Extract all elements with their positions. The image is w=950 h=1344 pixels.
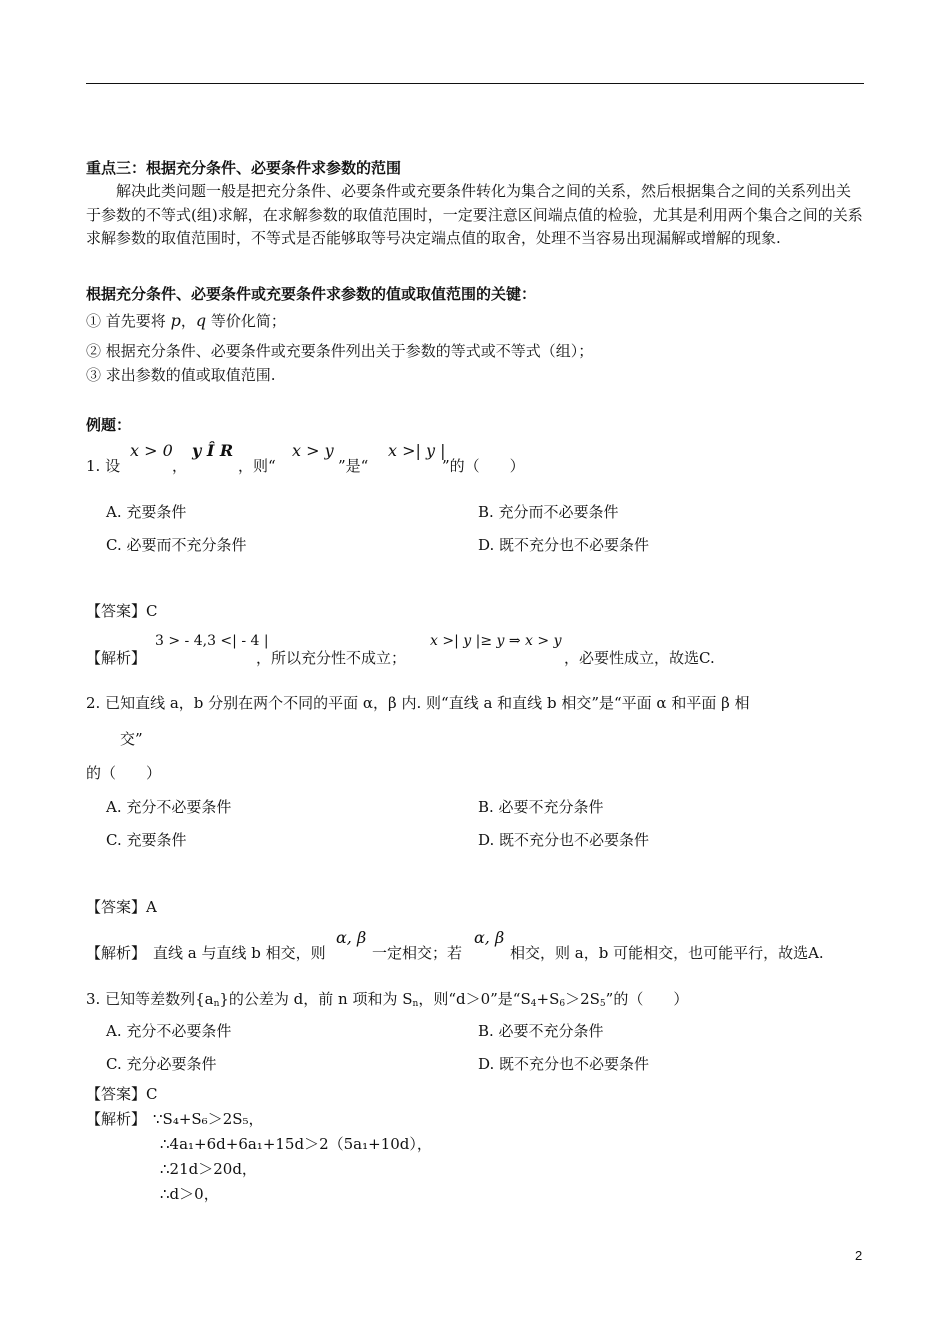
step-1-comma: ，	[180, 312, 196, 330]
q1-analysis-text-1: ，所以充分性不成立；	[256, 649, 407, 667]
q2-option-d: D. 既不充分也不必要条件	[478, 831, 650, 849]
q3-plus: +S	[536, 990, 560, 1008]
q3-text-b: }的公差为 d，前 n 项和为 S	[219, 990, 413, 1008]
q3-analysis-step-1: ∵S₄+S₆＞2S₅，	[153, 1110, 264, 1128]
q1-text-3: ”的（ ）	[442, 457, 525, 475]
examples-title: 例题：	[86, 416, 132, 434]
q1-math-2: y Î R	[192, 441, 234, 460]
section-title: 重点三：根据充分条件、必要条件求参数的范围	[86, 159, 402, 177]
q3-sub-n: n	[213, 999, 220, 1009]
q3-option-c: C. 充分必要条件	[106, 1055, 217, 1073]
q1-analysis-math-1: 3 > - 4,3 <| - 4 |	[155, 633, 269, 649]
q1-text-2: ”是“	[338, 457, 369, 475]
q3-answer: 【答案】C	[86, 1085, 158, 1103]
q2-line-2: 交”	[120, 730, 143, 748]
math-q: q	[195, 311, 207, 330]
q1-analysis-label: 【解析】	[86, 649, 147, 667]
q2-option-c: C. 充要条件	[106, 831, 187, 849]
q1-sep: ，	[172, 457, 188, 475]
q3-line-1	[86, 988, 688, 1009]
q2-line-1: 2. 已知直线 a，b 分别在两个不同的平面 α，β 内. 则“直线 a 和直线 b 相交”是“平面 α 和平面 β 相	[86, 694, 750, 712]
q3-sub-n2: n	[412, 999, 419, 1009]
q1-math-4: x >| y |	[388, 441, 446, 460]
q3-text-c: ，则“d＞0”是“S	[418, 990, 531, 1008]
q2-analysis-text-1: 直线 a 与直线 b 相交，则	[153, 944, 326, 962]
step-1	[86, 310, 286, 331]
q3-text-d: ”的（ ）	[605, 990, 689, 1008]
q3-text-a: 3. 已知等差数列{a	[86, 990, 214, 1008]
q3-sub-6: 6	[559, 999, 566, 1009]
q3-option-b: B. 必要不充分条件	[478, 1022, 604, 1040]
section-body: 解决此类问题一般是把充分条件、必要条件或充要条件转化为集合之间的关系，然后根据集合之间的关系列出关于参数的不等式(组)求解，在求解参数的取值范围时，一定要注意区间端点值的检验，尤其是利用两个集合之间的关系求解参数的取值范围时，不等式是否能够取等号决定端点值的取舍，处理不当容易出现漏解或增解的现象.	[86, 182, 863, 247]
page-number: 2	[855, 1248, 863, 1263]
q1-math-1: x > 0	[130, 441, 173, 460]
q2-line-3: 的（ ）	[86, 764, 162, 782]
q1-answer: 【答案】C	[86, 602, 158, 620]
q1-option-a: A. 充要条件	[106, 503, 187, 521]
q2-analysis-math-2: α, β	[474, 928, 505, 947]
q2-analysis-text-2: 一定相交；若	[372, 944, 463, 962]
step-1-suffix: 等价化简；	[210, 312, 286, 330]
q2-analysis-label: 【解析】	[86, 944, 147, 962]
q1-text-1: ，则“	[238, 457, 276, 475]
step-2: ② 根据充分条件、必要条件或充要条件列出关于参数的等式或不等式（组）；	[86, 342, 594, 360]
q2-analysis-text-3: 相交，则 a，b 可能相交，也可能平行，故选A.	[510, 944, 824, 962]
key-title: 根据充分条件、必要条件或充要条件求参数的值或取值范围的关键：	[86, 285, 537, 303]
q3-analysis-step-3: ∴21d＞20d，	[160, 1160, 257, 1178]
q3-sub-5: 5	[599, 999, 606, 1009]
q3-gt: ＞2S	[565, 990, 600, 1008]
q1-analysis-text-2: ，必要性成立，故选C.	[564, 649, 715, 667]
header-rule	[86, 83, 864, 84]
q1-option-d: D. 既不充分也不必要条件	[478, 536, 650, 554]
q3-analysis-step-2: ∴4a₁+6d+6a₁+15d＞2（5a₁+10d），	[160, 1135, 432, 1153]
q1-analysis-math-2: x >| y |≥ y ⇒ x > y	[430, 633, 562, 649]
q3-sub-4: 4	[530, 999, 537, 1009]
math-p: p	[170, 311, 181, 330]
q1-option-b: B. 充分而不必要条件	[478, 503, 619, 521]
q2-answer: 【答案】A	[86, 898, 157, 916]
q3-option-d: D. 既不充分也不必要条件	[478, 1055, 650, 1073]
q2-option-b: B. 必要不充分条件	[478, 798, 604, 816]
q1-option-c: C. 必要而不充分条件	[106, 536, 247, 554]
q3-analysis-step-4: ∴d＞0，	[160, 1185, 219, 1203]
q1-num: 1. 设	[86, 457, 121, 475]
step-3: ③ 求出参数的值或取值范围.	[86, 366, 276, 384]
q3-analysis-label: 【解析】	[86, 1110, 147, 1128]
q2-option-a: A. 充分不必要条件	[106, 798, 232, 816]
q1-math-3: x > y	[292, 441, 334, 460]
q3-option-a: A. 充分不必要条件	[106, 1022, 232, 1040]
step-1-prefix: ① 首先要将	[86, 312, 166, 330]
q2-analysis-math-1: α, β	[336, 928, 367, 947]
